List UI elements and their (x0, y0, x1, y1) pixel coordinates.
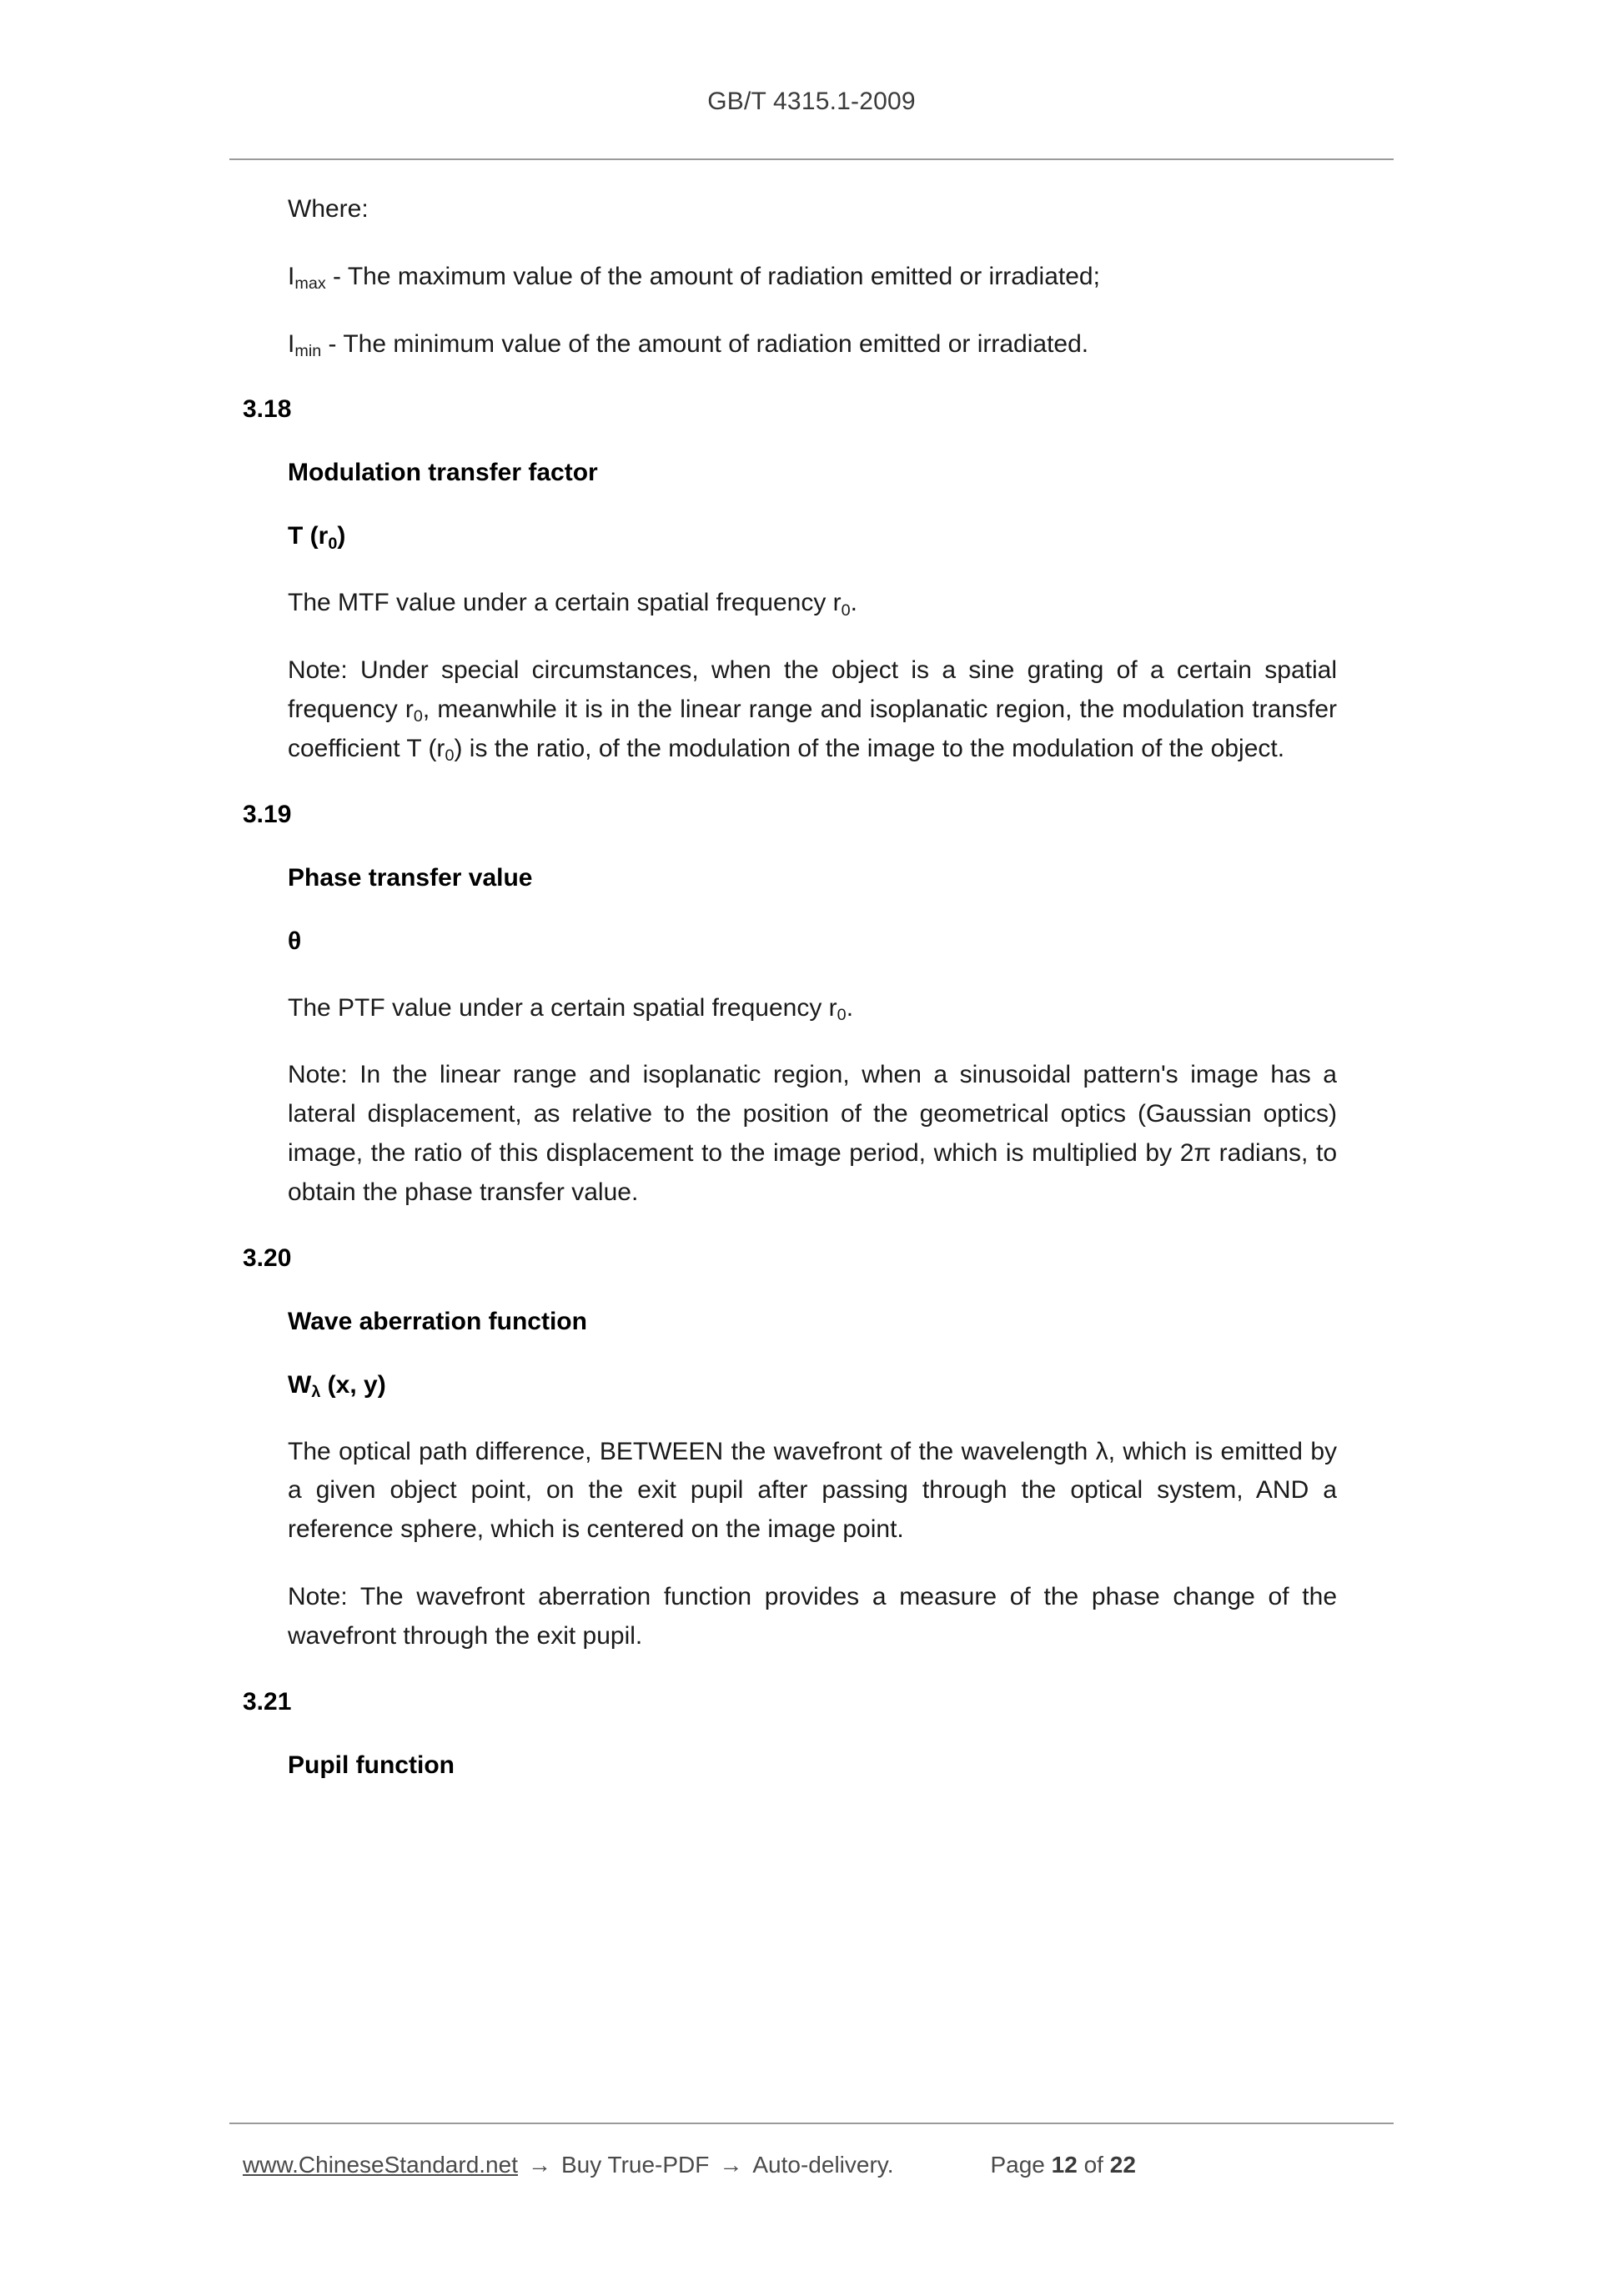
auto-delivery-text: Auto-delivery. (752, 2152, 894, 2178)
definition-post: . (850, 589, 858, 617)
section-title-3-21: Pupil function (288, 1751, 455, 1779)
footer-divider (229, 2123, 1394, 2124)
buy-true-pdf-text: Buy True-PDF (560, 2152, 710, 2178)
page-footer (243, 2152, 1394, 2178)
symbol-subscript: 0 (328, 534, 338, 553)
definition-subscript: 0 (837, 1005, 847, 1024)
definition-pre: The PTF value under a certain spatial frequency r (288, 993, 837, 1022)
imax-text: - The maximum value of the amount of radiation emitted or irradiated; (325, 262, 1100, 290)
chinesestandard-link[interactable]: www.ChineseStandard.net (243, 2152, 518, 2178)
section-definition-3-20: The optical path difference, BETWEEN the wavefront of the wavelength λ, which is emitted by a given object point, on the exit pupil after passing through the optical system, AND a reference sphere, which is centered on the image point. (288, 1437, 1337, 1544)
section-number-3-19: 3.19 (243, 800, 292, 828)
definition-imax (243, 258, 1337, 297)
page-content (243, 190, 1394, 1811)
header-divider (229, 158, 1394, 160)
symbol-suffix: ) (337, 522, 346, 550)
current-page-number: 12 (1051, 2152, 1078, 2178)
standard-number-header: GB/T 4315.1-2009 (707, 88, 916, 115)
section-symbol-3-19: θ (288, 927, 302, 955)
section-title-3-20: Wave aberration function (288, 1307, 587, 1335)
section-number-3-20: 3.20 (243, 1243, 292, 1272)
section-definition-3-18 (243, 584, 1337, 623)
section-symbol-3-20 (243, 1368, 1394, 1403)
section-note-3-20: Note: The wavefront aberration function provides a measure of the phase change of the wavefront through the exit pupil. (288, 1582, 1337, 1650)
section-number-3-18: 3.18 (243, 395, 292, 424)
arrow-right-icon: → (527, 2152, 551, 2178)
symbol-suffix: (x, y) (320, 1370, 386, 1399)
symbol-subscript: λ (311, 1382, 321, 1401)
note-subscript-1: 0 (413, 707, 423, 726)
of-word: of (1083, 2152, 1103, 2178)
note-part-3: ) is the ratio, of the modulation of the image to the modulation of the object. (454, 734, 1285, 762)
definition-subscript: 0 (841, 600, 851, 620)
imax-subscript: max (294, 274, 326, 293)
section-note-3-19: Note: In the linear range and isoplanatic region, when a sinusoidal pattern's image has a lateral displacement, as relative to the position of the geometrical optics (Gaussian optics) image, the ratio of this displacement to the image period, which is multiplied by 2π radians, to obtain the phase transfer value. (288, 1061, 1337, 1206)
imin-symbol: I (288, 329, 295, 358)
symbol-prefix: T (r (288, 522, 329, 550)
imin-subscript: min (294, 341, 322, 360)
where-label: Where: (288, 195, 369, 223)
note-part-2: , meanwhile it is in the linear range and isoplanatic region, the modulation transfer coefficient T (r (288, 695, 1338, 762)
definition-imin (243, 325, 1337, 364)
section-title-3-18: Modulation transfer factor (288, 459, 598, 487)
section-note-3-18 (243, 651, 1337, 768)
section-title-3-19: Phase transfer value (288, 863, 533, 892)
note-part-1: Note: Under special circumstances, when the object is a sine grating of a certain spatial frequency r (288, 656, 1337, 723)
imax-symbol: I (288, 262, 295, 290)
page-header (229, 87, 1394, 117)
section-definition-3-19 (243, 989, 1337, 1028)
arrow-right-icon-2: → (719, 2152, 743, 2178)
imin-text: - The minimum value of the amount of radiation emitted or irradiated. (321, 329, 1089, 358)
definition-post: . (846, 993, 854, 1022)
total-page-number: 22 (1109, 2152, 1136, 2178)
section-symbol-3-18 (243, 519, 1394, 554)
page-word: Page (990, 2152, 1045, 2178)
definition-pre: The MTF value under a certain spatial frequency r (288, 589, 842, 617)
symbol-prefix: W (288, 1370, 312, 1399)
note-subscript-2: 0 (445, 746, 455, 765)
section-number-3-21: 3.21 (243, 1687, 292, 1716)
page-indicator (990, 2152, 1135, 2178)
